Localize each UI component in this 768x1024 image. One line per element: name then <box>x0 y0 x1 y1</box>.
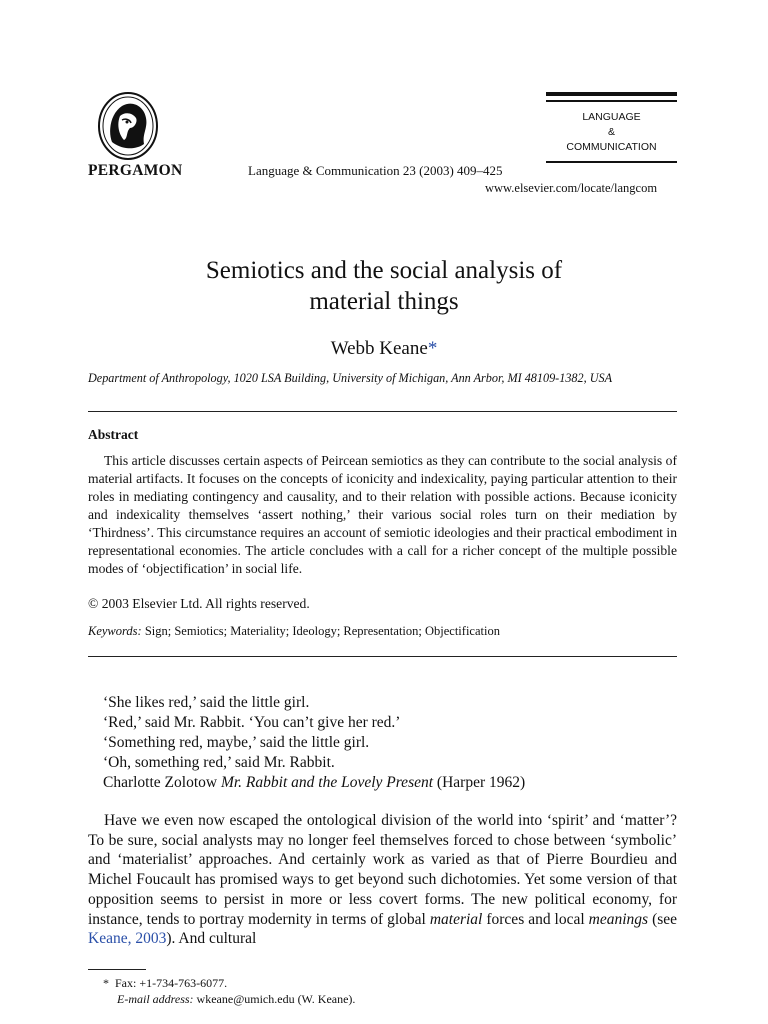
body-emphasis: meanings <box>588 910 649 928</box>
top-rule-thin <box>546 100 677 102</box>
email-address[interactable]: wkeane@umich.edu (W. Keane). <box>196 992 356 1006</box>
email-label: E-mail address: <box>117 992 194 1006</box>
citation-link[interactable]: Keane, 2003 <box>88 930 167 948</box>
copyright-line: © 2003 Elsevier Ltd. All rights reserved. <box>88 596 310 611</box>
divider <box>88 411 677 412</box>
epigraph-source-author: Charlotte Zolotow <box>103 774 218 791</box>
journal-title-line: & <box>607 125 615 138</box>
author-affiliation: Department of Anthropology, 1020 LSA Building, University of Michigan, Ann Arbor, MI 48109-1382, USA <box>88 371 613 385</box>
body-paragraph <box>88 811 677 949</box>
epigraph-source-pub: (Harper 1962) <box>436 774 526 791</box>
author-line <box>0 338 768 360</box>
epigraph-line: ‘She likes red,’ said the little girl. <box>103 694 310 711</box>
journal-title-line: LANGUAGE <box>582 110 641 123</box>
body-text-run: Have we even now escaped the ontological division of the world into ‘spirit’ and ‘matter’? To be sure, social analysts may no longer feel themselves forced to chose between ‘symbolic’ and ‘materialist’ approaches. And certainly work as varied as that of Pierre Bourdieu and Michel Foucault has promised ways to get beyond such dichotomies. Yet some version of that opposition seems to persist in more or less covert forms. The new political economy, for instance, tends to portray modernity in terms of global <box>88 812 677 928</box>
epigraph <box>103 693 525 793</box>
journal-citation: Language & Communication 23 (2003) 409–425 <box>248 163 503 178</box>
bottom-rule <box>546 161 677 164</box>
journal-title <box>546 110 677 155</box>
body-text-run: (see <box>652 910 678 928</box>
abstract-heading: Abstract <box>88 427 139 442</box>
title-line-1: Semiotics and the social analysis of <box>205 257 563 284</box>
body-emphasis: material <box>429 910 483 928</box>
epigraph-line: ‘Something red, maybe,’ said the little girl. <box>103 734 370 751</box>
body-text-run: forces and local <box>486 910 585 928</box>
footnote-email-line <box>103 991 355 1007</box>
publisher-name: PERGAMON <box>88 162 183 179</box>
author-footnote-link[interactable]: * <box>427 338 438 359</box>
body-text <box>88 811 677 949</box>
epigraph-line: ‘Oh, something red,’ said Mr. Rabbit. <box>103 754 335 771</box>
divider <box>88 656 677 657</box>
pergamon-logo-icon <box>98 92 158 160</box>
top-rule <box>546 92 677 96</box>
epigraph-source <box>103 773 525 793</box>
keywords-list: Sign; Semiotics; Materiality; Ideology; Representation; Objectification <box>144 624 500 638</box>
journal-title-box <box>546 92 677 163</box>
keywords-line <box>88 624 500 639</box>
epigraph-source-title: Mr. Rabbit and the Lovely Present <box>220 774 434 791</box>
keywords-label: Keywords: <box>88 624 142 638</box>
footnote-fax-line <box>103 975 355 991</box>
journal-title-line: COMMUNICATION <box>566 140 657 153</box>
footnote <box>103 975 355 1007</box>
epigraph-line: ‘Red,’ said Mr. Rabbit. ‘You can’t give her red.’ <box>103 714 401 731</box>
footnote-fax: Fax: +1-734-763-6077. <box>115 976 228 990</box>
journal-website: www.elsevier.com/locate/langcom <box>485 181 658 195</box>
abstract-body <box>88 452 677 578</box>
article-title <box>0 255 768 317</box>
abstract-text: This article discusses certain aspects of Peircean semiotics as they can contribute to the social analysis of material artifacts. It focuses on the concepts of iconicity and indexicality, paying particular attention to their roles in mediating contingency and causality, and to their relation with possible actions. Because iconicity and indexicality themselves ‘assert nothing,’ their various social roles turn on their mediation by ‘Thirdness’. This circumstance requires an account of semiotic ideologies and their practical embodiment in representational economies. The article concludes with a call for a richer concept of the multiple possible modes of ‘objectification’ in social life. <box>88 453 677 576</box>
footnote-marker: * <box>103 976 109 990</box>
body-text-run: ). And cultural <box>166 930 257 948</box>
author-name: Webb Keane <box>330 338 428 359</box>
title-line-2: material things <box>309 288 459 315</box>
footnote-rule <box>88 969 146 970</box>
